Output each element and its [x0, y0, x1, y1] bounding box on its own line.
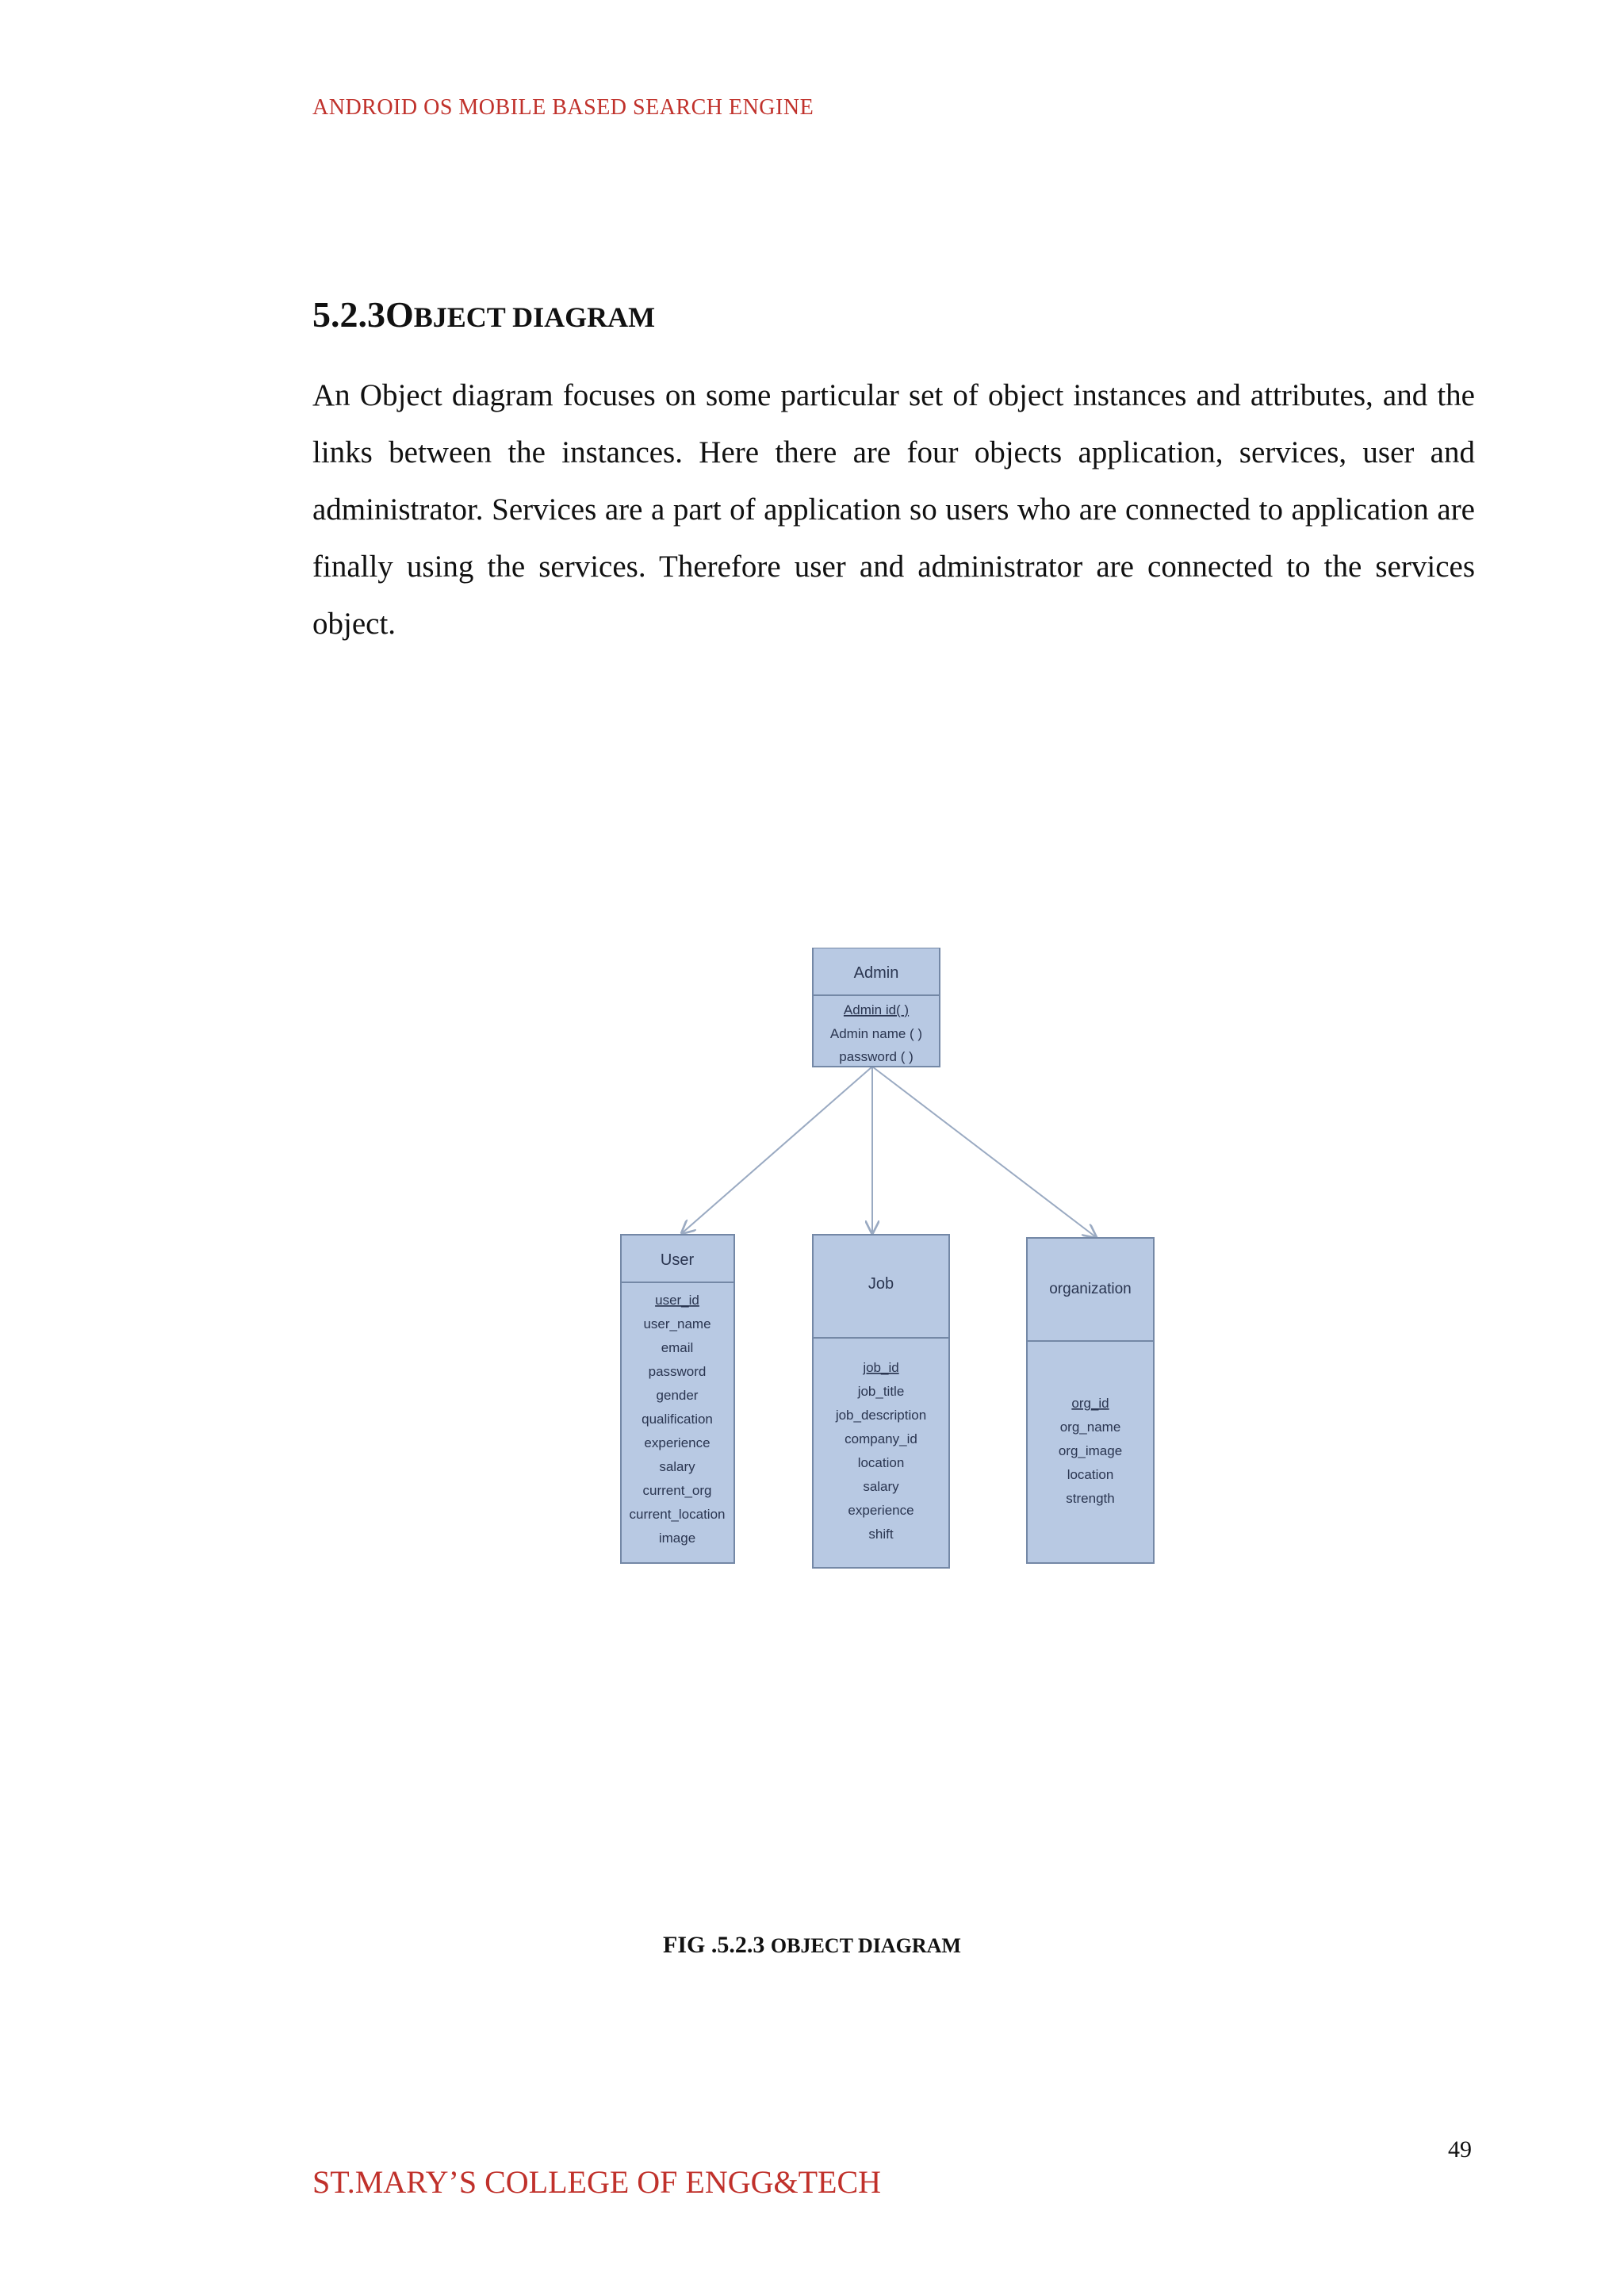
organization-name: organization [1049, 1281, 1132, 1297]
job-attr: salary [863, 1479, 899, 1494]
admin-object [813, 948, 940, 1067]
admin-attr: password ( ) [839, 1049, 914, 1064]
section-title-rest: BJECT DIAGRAM [413, 301, 656, 333]
organization-attr: org_id [1071, 1396, 1109, 1411]
user-attr: user_id [655, 1293, 699, 1308]
user-attr: email [661, 1340, 694, 1355]
job-attr: experience [848, 1503, 914, 1518]
organization-attr: org_name [1059, 1420, 1121, 1435]
organization-attr: location [1067, 1467, 1114, 1482]
job-attr: job_id [863, 1360, 899, 1375]
admin-attr: Admin name ( ) [829, 1026, 923, 1041]
job-attr: job_title [857, 1384, 905, 1399]
organization-attr: org_image [1058, 1443, 1123, 1458]
page-number: 49 [1448, 2136, 1472, 2163]
admin-attr: Admin id( ) [843, 1002, 910, 1017]
link-admin-user [682, 1067, 872, 1233]
user-object [621, 1235, 734, 1563]
user-attr: user_name [643, 1316, 711, 1331]
job-attr: location [857, 1455, 905, 1470]
section-body: An Object diagram focuses on some particular set of object instances and attributes, and the links between the instances. Here there are four objects application, services, user and administrator. Services are a part of application so users who are connected to application are finally using the services. Therefore user and administrator are connected to the services object. [312, 378, 1475, 641]
job-attr: job_description [835, 1408, 927, 1423]
caption-prefix: FIG .5.2.3 [663, 1932, 771, 1958]
object-diagram [619, 948, 1189, 1598]
user-attr: qualification [642, 1412, 713, 1427]
job-object [813, 1235, 949, 1568]
user-attr: experience [644, 1435, 710, 1450]
user-attr: current_location [629, 1507, 726, 1522]
running-footer: ST.MARY’S COLLEGE OF ENGG&TECH [312, 2164, 882, 2200]
user-attr: salary [659, 1459, 695, 1474]
job-attr: company_id [845, 1431, 917, 1446]
user-attr: password [648, 1364, 707, 1379]
organization-object [1027, 1238, 1154, 1563]
links [682, 1067, 1096, 1237]
user-attr: current_org [642, 1483, 712, 1498]
admin-name: Admin [853, 964, 899, 982]
section-number: 5.2.3 [312, 294, 385, 335]
figure-caption [0, 1932, 1624, 1959]
link-admin-organization [872, 1067, 1096, 1237]
user-attr: gender [656, 1388, 699, 1403]
caption-title: OBJECT DIAGRAM [770, 1934, 961, 1957]
job-attr: shift [868, 1527, 894, 1542]
section-title-initial: O [385, 294, 414, 335]
section-heading [312, 293, 655, 335]
user-name: User [660, 1251, 695, 1269]
user-attr: image [658, 1531, 696, 1546]
organization-attr: strength [1066, 1491, 1115, 1506]
running-header: ANDROID OS MOBILE BASED SEARCH ENGINE [312, 95, 814, 120]
job-name: Job [868, 1275, 894, 1293]
